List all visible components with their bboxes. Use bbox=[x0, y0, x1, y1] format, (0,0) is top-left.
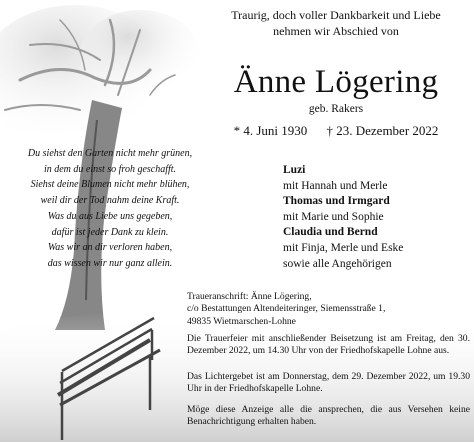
funeral-info: Die Trauerfeier mit anschließender Beisetzung ist am Freitag, den 30. Dezember 2022, um 14.30 Uhr von der Friedhofskapelle Lohne aus. bbox=[187, 333, 470, 357]
poem bbox=[20, 146, 200, 272]
poem-line: Siehst deine Blumen nicht mehr blühen, bbox=[30, 179, 190, 191]
poem-line: Was du aus Liebe uns gegeben, bbox=[47, 210, 173, 222]
poem-line: in dem du einst so froh geschafft. bbox=[43, 163, 177, 175]
intro-line: nehmen wir Abschied von bbox=[273, 23, 399, 38]
mourner-detail: mit Finja, Merle und Eske bbox=[283, 241, 404, 254]
address-line: 49835 Wietmarschen-Lohne bbox=[187, 315, 296, 327]
notification-note: Möge diese Anzeige alle die ansprechen, die aus Versehen keine Benachrichtigung erhalten haben. bbox=[187, 404, 470, 428]
mourning-address bbox=[187, 291, 467, 328]
mourner-name: Luzi bbox=[283, 164, 306, 176]
mourner-detail: mit Hannah und Merle bbox=[283, 179, 388, 192]
intro-text bbox=[206, 8, 466, 39]
poem-line: Du siehst den Garten nicht mehr grünen, bbox=[27, 148, 193, 159]
mourner-name: Thomas und Irmgard bbox=[283, 195, 390, 208]
poem-line: Was wir an dir verloren haben, bbox=[47, 242, 173, 254]
relatives-line: sowie alle Angehörigen bbox=[283, 257, 392, 270]
address-line: Traueranschrift: Änne Lögering, bbox=[187, 291, 312, 302]
intro-line: Traurig, doch voller Dankbarkeit und Liebe bbox=[231, 8, 441, 22]
poem-line: das wissen wir nur ganz allein. bbox=[47, 257, 173, 269]
poem-line: dafür ist jeder Dank zu klein. bbox=[51, 226, 169, 238]
mourner-name: Claudia und Bernd bbox=[283, 226, 378, 239]
mourner-detail: mit Marie und Sophie bbox=[283, 210, 384, 223]
address-line: c/o Bestattungen Altendeiteringer, Siemensstraße 1, bbox=[187, 303, 386, 315]
poem-line: weil dir der Tod nahm deine Kraft. bbox=[40, 195, 180, 207]
prayer-info: Das Lichtergebet ist am Donnerstag, dem 29. Dezember 2022, um 19.30 Uhr in der Friedhofskapelle Lohne. bbox=[187, 371, 470, 395]
maiden-name: geb. Rakers bbox=[308, 103, 364, 115]
deceased-name: Änne Lögering bbox=[233, 64, 439, 100]
death-date: † 23. Dezember 2022 bbox=[326, 123, 439, 138]
mourners-list bbox=[283, 163, 468, 272]
birth-date: * 4. Juni 1930 bbox=[233, 123, 308, 138]
life-dates bbox=[206, 123, 466, 139]
